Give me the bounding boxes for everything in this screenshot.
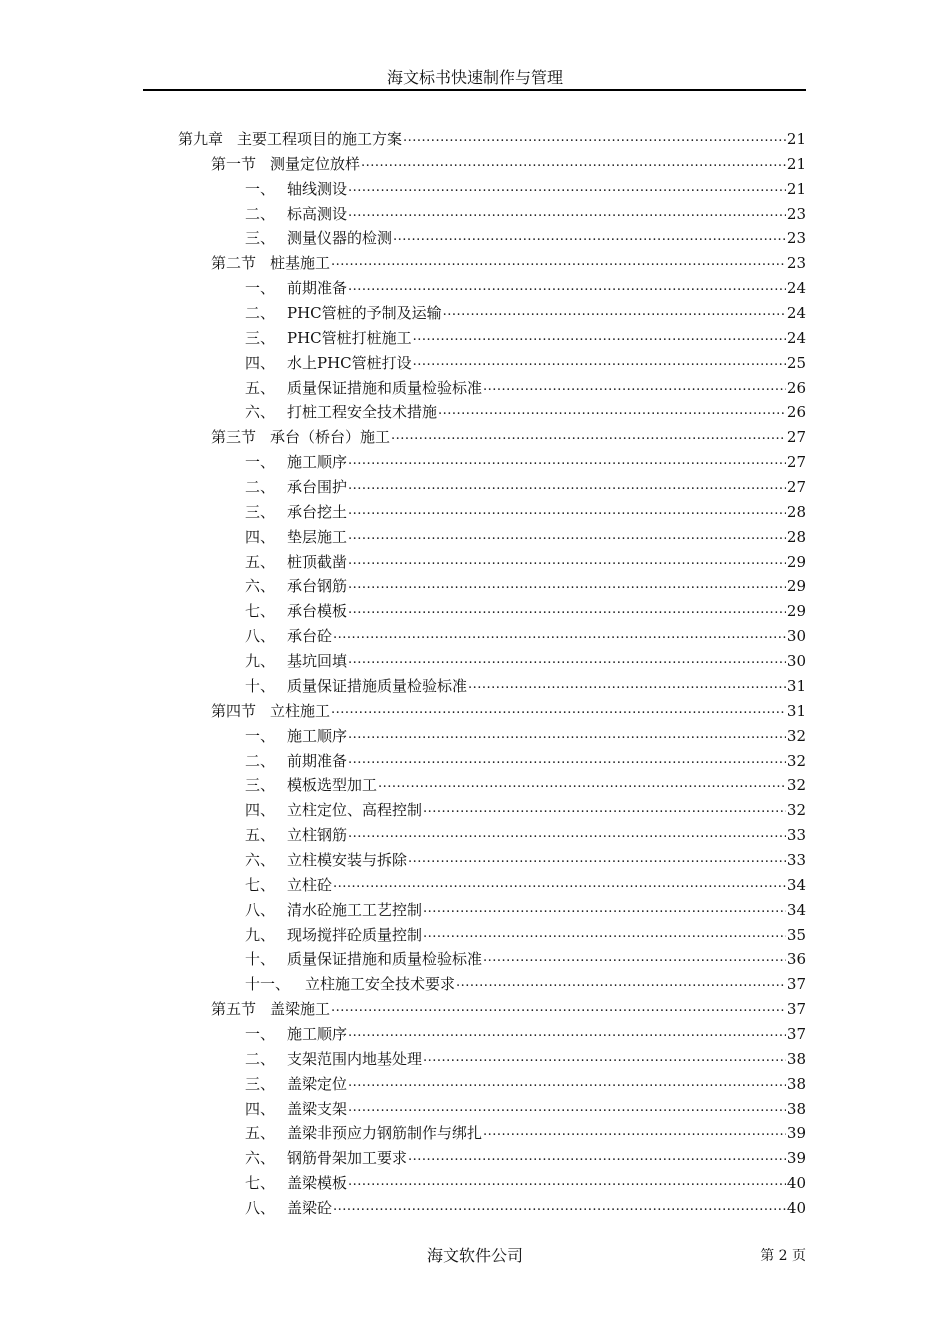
toc-entry[interactable] — [245, 821, 806, 845]
toc-dot-leader — [423, 800, 786, 820]
toc-entry-title: 盖梁模板 — [287, 1174, 348, 1193]
toc-entry[interactable] — [211, 697, 806, 721]
toc-dot-leader — [413, 328, 786, 348]
toc-dot-leader — [333, 1198, 786, 1218]
toc-entry-number: 八、 — [245, 1198, 276, 1217]
toc-entry-title: 前期准备 — [287, 751, 348, 770]
toc-entry-number: 一、 — [245, 453, 276, 472]
toc-dot-leader — [348, 179, 786, 199]
toc-entry-title: 立柱砼 — [287, 875, 333, 894]
toc-entry[interactable] — [245, 374, 806, 398]
toc-dot-leader — [393, 228, 786, 248]
toc-entry-page: 21 — [786, 154, 806, 173]
toc-entry-title: 清水砼施工工艺控制 — [287, 900, 423, 919]
toc-dot-leader — [348, 1173, 786, 1193]
toc-entry-page: 30 — [786, 627, 806, 646]
toc-dot-leader — [348, 1024, 786, 1044]
toc-entry-page: 38 — [786, 1099, 806, 1118]
toc-dot-leader — [348, 1099, 786, 1119]
toc-entry-number: 八、 — [245, 900, 276, 919]
toc-dot-leader — [423, 925, 786, 945]
toc-entry-number: 十一、 — [245, 975, 291, 994]
toc-entry-page: 23 — [786, 204, 806, 223]
toc-entry-number: 第五节 — [211, 1000, 257, 1019]
toc-entry-page: 25 — [786, 353, 806, 372]
toc-entry-number: 五、 — [245, 826, 276, 845]
toc-entry[interactable] — [245, 871, 806, 895]
toc-entry[interactable] — [245, 846, 806, 870]
toc-entry-page: 31 — [786, 701, 806, 720]
toc-entry-number: 四、 — [245, 801, 276, 820]
toc-entry[interactable] — [245, 921, 806, 945]
toc-dot-leader — [331, 701, 786, 721]
toc-entry-page: 31 — [786, 676, 806, 695]
toc-dot-leader — [483, 1123, 786, 1143]
toc-entry-title: 承台围护 — [287, 478, 348, 497]
toc-dot-leader — [483, 949, 786, 969]
toc-entry-number: 六、 — [245, 403, 276, 422]
toc-dot-leader — [483, 378, 786, 398]
toc-entry-title: 盖梁支架 — [287, 1099, 348, 1118]
toc-entry[interactable] — [245, 274, 806, 298]
toc-entry-page: 32 — [786, 801, 806, 820]
toc-entry[interactable] — [245, 896, 806, 920]
toc-entry-number: 七、 — [245, 875, 276, 894]
toc-entry-number: 七、 — [245, 1174, 276, 1193]
toc-dot-leader — [456, 974, 786, 994]
toc-entry-page: 21 — [786, 130, 806, 148]
toc-entry-number: 三、 — [245, 328, 276, 347]
toc-entry[interactable] — [245, 1169, 806, 1193]
toc-entry[interactable] — [245, 747, 806, 771]
toc-entry[interactable] — [245, 622, 806, 646]
toc-entry-page: 23 — [786, 254, 806, 273]
toc-entry-number: 第九章 — [178, 130, 224, 148]
toc-dot-leader — [348, 651, 786, 671]
toc-dot-leader — [468, 676, 786, 696]
toc-entry-title: 立柱定位、高程控制 — [287, 801, 423, 820]
toc-entry[interactable] — [245, 647, 806, 671]
toc-entry-title: 现场搅拌砼质量控制 — [287, 925, 423, 944]
toc-entry-page: 38 — [786, 1049, 806, 1068]
toc-entry-title: 桩顶截凿 — [287, 552, 348, 571]
toc-entry-title: 测量仪器的检测 — [287, 229, 393, 248]
toc-entry[interactable] — [245, 324, 806, 348]
toc-entry[interactable] — [211, 423, 806, 447]
toc-entry-page: 37 — [786, 1024, 806, 1043]
toc-entry-number: 一、 — [245, 726, 276, 745]
toc-entry-page: 40 — [786, 1198, 806, 1217]
toc-dot-leader — [438, 402, 786, 422]
toc-dot-leader — [413, 353, 786, 373]
toc-entry-page: 33 — [786, 850, 806, 869]
toc-entry-number: 七、 — [245, 602, 276, 621]
toc-entry-page: 28 — [786, 502, 806, 521]
toc-entry-title: 承台（桥台）施工 — [270, 428, 391, 447]
toc-entry-title: 基坑回填 — [287, 652, 348, 671]
toc-dot-leader — [348, 477, 786, 497]
toc-entry[interactable] — [245, 1095, 806, 1119]
toc-entry-page: 27 — [786, 453, 806, 472]
toc-entry-page: 39 — [786, 1124, 806, 1143]
toc-entry-number: 六、 — [245, 577, 276, 596]
toc-entry-number: 四、 — [245, 527, 276, 546]
toc-dot-leader — [408, 1148, 786, 1168]
toc-entry[interactable] — [245, 1194, 806, 1218]
toc-entry-page: 37 — [786, 1000, 806, 1019]
toc-entry-page: 37 — [786, 975, 806, 994]
toc-entry-number: 九、 — [245, 652, 276, 671]
toc-entry-page: 24 — [786, 304, 806, 323]
toc-entry-page: 32 — [786, 776, 806, 795]
toc-entry-page: 24 — [786, 279, 806, 298]
toc-entry-page: 26 — [786, 403, 806, 422]
toc-entry-page: 29 — [786, 602, 806, 621]
toc-entry[interactable] — [245, 498, 806, 522]
toc-entry-number: 第四节 — [211, 701, 257, 720]
toc-entry[interactable] — [245, 299, 806, 323]
toc-entry-page: 30 — [786, 652, 806, 671]
toc-entry-number: 四、 — [245, 353, 276, 372]
footer-company: 海文软件公司 — [426, 1246, 523, 1265]
toc-entry[interactable] — [245, 448, 806, 472]
toc-dot-leader — [361, 154, 786, 174]
toc-entry-title: 承台模板 — [287, 602, 348, 621]
toc-entry-title: 施工顺序 — [287, 453, 348, 472]
toc-entry-number: 九、 — [245, 925, 276, 944]
toc-entry-title: 盖梁砼 — [287, 1198, 333, 1217]
toc-entry-page: 36 — [786, 950, 806, 969]
toc-entry-title: 打桩工程安全技术措施 — [287, 403, 438, 422]
toc-entry-number: 一、 — [245, 1024, 276, 1043]
toc-entry-number: 三、 — [245, 502, 276, 521]
toc-dot-leader — [331, 999, 786, 1019]
toc-dot-leader — [348, 502, 786, 522]
toc-entry-title: 施工顺序 — [287, 1024, 348, 1043]
toc-entry-page: 28 — [786, 527, 806, 546]
toc-entry-page: 26 — [786, 378, 806, 397]
toc-entry-title: 施工顺序 — [287, 726, 348, 745]
toc-entry-number: 六、 — [245, 850, 276, 869]
toc-entry-page: 39 — [786, 1149, 806, 1168]
toc-entry[interactable] — [178, 125, 806, 149]
toc-entry-title: 立柱模安装与拆除 — [287, 850, 408, 869]
toc-entry-title: 质量保证措施质量检验标准 — [287, 676, 468, 695]
toc-dot-leader — [391, 427, 786, 447]
toc-entry[interactable] — [245, 398, 806, 422]
toc-entry[interactable] — [211, 995, 806, 1019]
toc-entry[interactable] — [245, 523, 806, 547]
toc-entry-number: 二、 — [245, 1049, 276, 1068]
toc-entry[interactable] — [245, 672, 806, 696]
toc-entry-title: PHC管桩的予制及运输 — [287, 304, 442, 323]
toc-entry-page: 24 — [786, 328, 806, 347]
toc-entry[interactable] — [245, 175, 806, 199]
toc-entry-number: 八、 — [245, 627, 276, 646]
toc-entry-number: 十、 — [245, 676, 276, 695]
toc-entry-number: 二、 — [245, 478, 276, 497]
toc-entry-page: 33 — [786, 826, 806, 845]
toc-entry-page: 27 — [786, 428, 806, 447]
footer-page-number: 第 2 页 — [760, 1248, 806, 1264]
toc-entry-number: 二、 — [245, 204, 276, 223]
toc-entry-page: 35 — [786, 925, 806, 944]
toc-dot-leader — [443, 303, 786, 323]
page-header-title: 海文标书快速制作与管理 — [386, 68, 563, 87]
toc-entry-number: 三、 — [245, 229, 276, 248]
toc-entry[interactable] — [245, 473, 806, 497]
toc-dot-leader — [423, 900, 786, 920]
toc-entry-title: 立柱施工安全技术要求 — [305, 975, 456, 994]
toc-entry[interactable] — [245, 796, 806, 820]
toc-dot-leader — [333, 875, 786, 895]
toc-entry-page: 38 — [786, 1074, 806, 1093]
toc-entry-title: 承台钢筋 — [287, 577, 348, 596]
toc-entry-title: 标高测设 — [287, 204, 348, 223]
toc-dot-leader — [348, 1074, 786, 1094]
toc-entry-number: 二、 — [245, 751, 276, 770]
toc-dot-leader — [348, 751, 786, 771]
toc-dot-leader — [348, 576, 786, 596]
toc-entry-page: 34 — [786, 875, 806, 894]
toc-dot-leader — [348, 204, 786, 224]
toc-entry-title: 测量定位放样 — [270, 154, 361, 173]
toc-entry-page: 32 — [786, 726, 806, 745]
toc-entry-title: 主要工程项目的施工方案 — [237, 130, 403, 148]
toc-dot-leader — [348, 552, 786, 572]
toc-entry-number: 第三节 — [211, 428, 257, 447]
toc-entry[interactable] — [245, 1045, 806, 1069]
toc-dot-leader — [348, 452, 786, 472]
toc-entry-page: 32 — [786, 751, 806, 770]
toc-entry-number: 第一节 — [211, 154, 257, 173]
toc-entry-page: 40 — [786, 1174, 806, 1193]
toc-entry-title: 立柱钢筋 — [287, 826, 348, 845]
toc-entry-title: 盖梁施工 — [270, 1000, 331, 1019]
toc-dot-leader — [331, 253, 786, 273]
toc-entry[interactable] — [245, 200, 806, 224]
toc-entry-page: 23 — [786, 229, 806, 248]
toc-entry[interactable] — [245, 572, 806, 596]
toc-entry-title: 盖梁定位 — [287, 1074, 348, 1093]
toc-entry[interactable] — [245, 945, 806, 969]
header-divider — [143, 89, 806, 91]
toc-entry-number: 十、 — [245, 950, 276, 969]
toc-entry-number: 三、 — [245, 1074, 276, 1093]
toc-entry[interactable] — [245, 722, 806, 746]
toc-entry[interactable] — [245, 1119, 806, 1143]
toc-entry-number: 第二节 — [211, 254, 257, 273]
toc-entry-number: 六、 — [245, 1149, 276, 1168]
toc-entry-title: 质量保证措施和质量检验标准 — [287, 950, 483, 969]
toc-entry-title: 模板选型加工 — [287, 776, 378, 795]
toc-entry-page: 21 — [786, 179, 806, 198]
toc-entry-title: 水上PHC管桩打设 — [287, 353, 412, 372]
toc-entry-number: 一、 — [245, 279, 276, 298]
toc-dot-leader — [378, 775, 786, 795]
toc-entry-title: 轴线测设 — [287, 179, 348, 198]
toc-entry-page: 29 — [786, 552, 806, 571]
toc-entry-title: 桩基施工 — [270, 254, 331, 273]
toc-entry-title: 盖梁非预应力钢筋制作与绑扎 — [287, 1124, 483, 1143]
toc-dot-leader — [348, 601, 786, 621]
toc-entry-title: 质量保证措施和质量检验标准 — [287, 378, 483, 397]
toc-entry[interactable] — [245, 1144, 806, 1168]
toc-entry[interactable] — [245, 1070, 806, 1094]
toc-entry-number: 五、 — [245, 378, 276, 397]
toc-entry-title: 钢筋骨架加工要求 — [287, 1149, 408, 1168]
toc-entry[interactable] — [245, 771, 806, 795]
toc-entry-title: 承台砼 — [287, 627, 333, 646]
toc-entry-title: 立柱施工 — [270, 701, 331, 720]
toc-entry-page: 29 — [786, 577, 806, 596]
toc-entry-number: 四、 — [245, 1099, 276, 1118]
toc-dot-leader — [403, 129, 786, 149]
toc-entry-title: 支架范围内地基处理 — [287, 1049, 423, 1068]
toc-entry-title: 承台挖土 — [287, 502, 348, 521]
toc-entry[interactable] — [245, 548, 806, 572]
toc-entry-number: 三、 — [245, 776, 276, 795]
toc-entry[interactable] — [245, 970, 806, 994]
toc-entry[interactable] — [245, 349, 806, 373]
toc-entry[interactable] — [211, 150, 806, 174]
toc-dot-leader — [423, 1049, 786, 1069]
toc-entry-number: 五、 — [245, 1124, 276, 1143]
toc-entry[interactable] — [211, 249, 806, 273]
toc-entry-title: PHC管桩打桩施工 — [287, 328, 412, 347]
toc-dot-leader — [348, 825, 786, 845]
toc-entry-page: 27 — [786, 478, 806, 497]
toc-entry-number: 一、 — [245, 179, 276, 198]
toc-dot-leader — [348, 726, 786, 746]
toc-dot-leader — [348, 527, 786, 547]
toc-entry-title: 前期准备 — [287, 279, 348, 298]
toc-entry[interactable] — [245, 597, 806, 621]
toc-entry-number: 二、 — [245, 304, 276, 323]
toc-dot-leader — [408, 850, 786, 870]
toc-entry[interactable] — [245, 224, 806, 248]
toc-entry[interactable] — [245, 1020, 806, 1044]
toc-entry-page: 34 — [786, 900, 806, 919]
toc-dot-leader — [333, 626, 786, 646]
toc-entry-title: 垫层施工 — [287, 527, 348, 546]
toc-entry-number: 五、 — [245, 552, 276, 571]
toc-dot-leader — [348, 278, 786, 298]
